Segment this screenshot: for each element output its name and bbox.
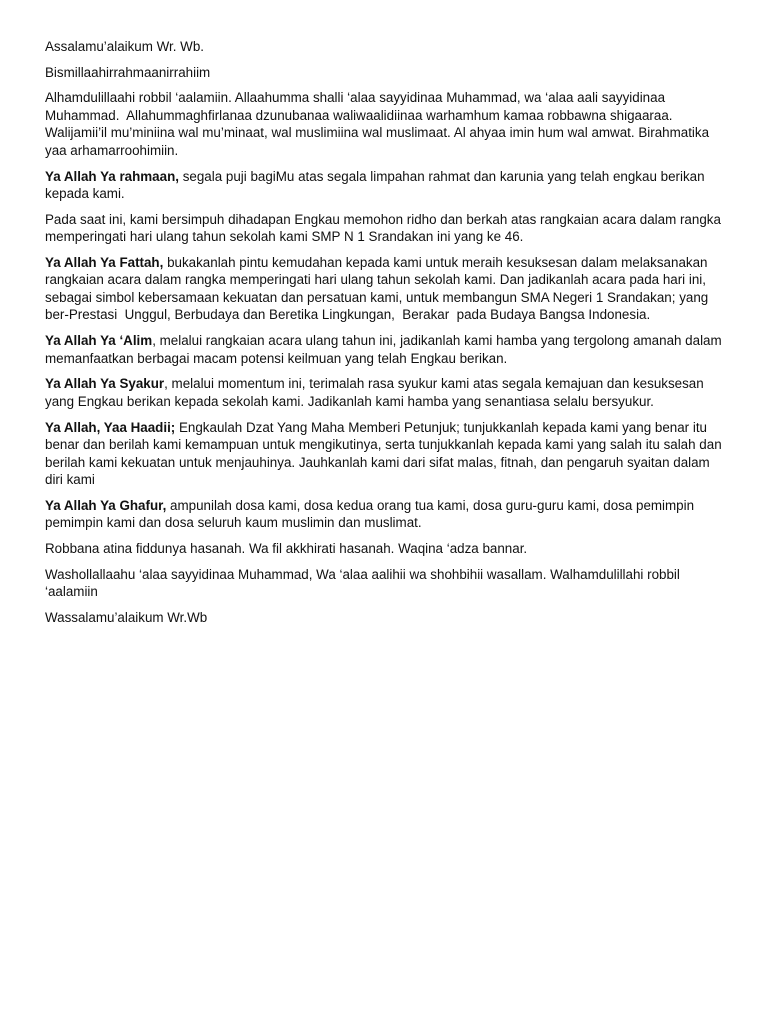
paragraph-syakur (45, 375, 725, 410)
paragraph-robbana (45, 540, 725, 558)
paragraph-greeting (45, 38, 725, 56)
paragraph-ghafur (45, 497, 725, 532)
paragraph-fattah (45, 254, 725, 324)
paragraph-lead: Ya Allah, Yaa Haadii; (45, 419, 176, 435)
paragraph-occasion (45, 211, 725, 246)
paragraph-text: Pada saat ini, kami bersimpuh dihadapan Engkau memohon ridho dan berkah atas rangkaian acara dalam rangka memperingati hari ulang tahun sekolah kami SMP N 1 Srandakan ini yang ke 46. (45, 211, 725, 245)
paragraph-text: Bismillaahirrahmaanirrahiim (45, 64, 211, 80)
paragraph-farewell (45, 609, 725, 627)
paragraph-lead: Ya Allah Ya rahmaan, (45, 168, 179, 184)
paragraph-text: Robbana atina fiddunya hasanah. Wa fil akkhirati hasanah. Waqina ‘adza bannar. (45, 540, 528, 556)
paragraph-text: bukakanlah pintu kemudahan kepada kami untuk meraih kesuksesan dalam melaksanakan rangkaian acara dalam rangka memperingati hari ulang tahun sekolah kami. Dan jadikanlah acara pada hari ini, sebagai simbol kebersamaan kekuatan dan persatuan kami, untuk membangun SMA Negeri 1 Srandakan; yang ber-Prestasi Unggul, Berbudaya dan Beretika Lingkungan, Berakar pada Budaya Bangsa Indonesia. (45, 254, 712, 323)
document-page (45, 38, 725, 634)
paragraph-closing-prayer (45, 566, 725, 601)
paragraph-lead: Ya Allah Ya ‘Alim (45, 333, 153, 349)
paragraph-rahmaan (45, 168, 725, 203)
paragraph-text: Washollallaahu ‘alaa sayyidinaa Muhammad, Wa ‘alaa aalihii wa shohbihii wasallam. Walhamdulillahi robbil ‘aalamiin (45, 566, 684, 600)
paragraph-basmalah (45, 64, 725, 82)
paragraph-text: , melalui rangkaian acara ulang tahun ini, jadikanlah kami hamba yang tergolong amanah dalam memanfaatkan berbagai macam potensi keilmuan yang telah Engkau berikan. (45, 333, 726, 366)
paragraph-lead: Ya Allah Ya Fattah, (45, 254, 164, 270)
paragraph-text: segala puji bagiMu atas segala limpahan rahmat dan karunia yang telah engkau berikan kepada kami. (45, 168, 709, 202)
paragraph-opening-prayer (45, 89, 725, 159)
paragraph-text: Engkaulah Dzat Yang Maha Memberi Petunjuk; tunjukkanlah kepada kami yang benar itu benar dan berilah kami kemampuan untuk mengikutinya, serta tunjukkanlah kepada kami yang salah itu salah dan berilah kami kekuatan untuk menjauhinya. Jauhkanlah kami dari sifat malas, fitnah, dan pengaruh syaitan dalam diri kami (45, 419, 726, 487)
paragraph-alim (45, 332, 725, 367)
paragraph-text: Alhamdulillaahi robbil ‘aalamiin. Allaahumma shalli ‘alaa sayyidinaa Muhammad, wa ‘alaa aali sayyidinaa Muhammad. Allahummaghfirlanaa dzunubanaa waliwaalidiinaa warhamhum kamaa robbawna shigaaraa. Walijamii’il mu’miniina wal mu’minaat, wal muslimiina wal muslimaat. Al ahyaa imin hum wal amwat. Birahmatika yaa arhamarroohimiin. (45, 90, 713, 158)
paragraph-text: , melalui momentum ini, terimalah rasa syukur kami atas segala kemajuan dan kesuksesan yang Engkau berikan kepada sekolah kami. Jadikanlah kami hamba yang senantiasa selalu bersyukur. (45, 376, 708, 409)
paragraph-text: Wassalamu’alaikum Wr.Wb (45, 609, 208, 625)
paragraph-lead: Ya Allah Ya Ghafur, (45, 497, 167, 513)
paragraph-lead: Ya Allah Ya Syakur (45, 376, 165, 392)
paragraph-text: Assalamu’alaikum Wr. Wb. (45, 39, 204, 54)
paragraph-haadii (45, 419, 725, 489)
paragraph-text: ampunilah dosa kami, dosa kedua orang tua kami, dosa guru-guru kami, dosa pemimpin pemimpin kami dan dosa seluruh kaum muslimin dan muslimat. (45, 497, 698, 531)
